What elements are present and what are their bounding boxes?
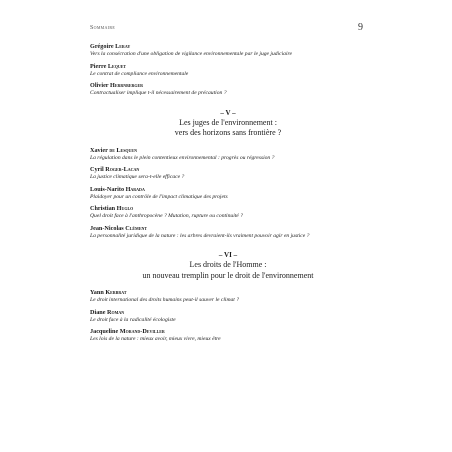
- entry-title: Les lois de la nature : mieux avoir, mieux vivre, mieux être: [90, 336, 221, 342]
- author-surname: Roman: [107, 308, 125, 316]
- author-first-name: Louis-Narito: [90, 185, 125, 193]
- entry-title: Plaidoyer pour un contrôle de l'impact climatique des projets: [90, 193, 228, 200]
- toc-entry: [90, 224, 366, 241]
- toc-entry: [90, 165, 366, 182]
- toc-entry: [90, 81, 366, 98]
- entry-title: La régulation dans le plein contentieux environnemental : progrès ou régression ?: [90, 154, 275, 161]
- entry-title: Quel droit face à l'anthropocène ? Mutation, rupture ou continuité ?: [90, 213, 243, 219]
- author-surname: Herrnberger: [110, 82, 144, 89]
- toc-entry: [90, 308, 366, 325]
- author-first-name: Grégoire: [90, 43, 114, 50]
- author-first-name: Diane: [90, 308, 106, 316]
- entry-author: [90, 204, 366, 213]
- entry-title: La personnalité juridique de la nature : les arbres devraient-ils vraiment pouvoir agir en justice ?: [90, 232, 310, 239]
- section-heading: [90, 250, 366, 281]
- entry-author: [90, 224, 366, 233]
- table-of-contents: [90, 42, 366, 347]
- author-surname: Clément: [125, 224, 148, 232]
- section-number: – V –: [220, 108, 236, 117]
- author-first-name: Yann: [90, 289, 104, 296]
- author-first-name: Pierre: [90, 62, 107, 70]
- entry-author: [90, 165, 366, 174]
- entry-author: [90, 308, 366, 317]
- author-first-name: Xavier: [90, 146, 108, 154]
- toc-entry: [90, 185, 366, 202]
- author-first-name: Jean-Nicolas: [90, 224, 124, 232]
- entry-author: [90, 62, 366, 71]
- entry-author: [90, 42, 366, 51]
- toc-entry: [90, 146, 366, 163]
- section-title-line: un nouveau tremplin pour le droit de l'environnement: [142, 270, 314, 280]
- entry-author: [90, 81, 366, 90]
- author-first-name: Cyril: [90, 166, 104, 173]
- entry-author: [90, 327, 366, 336]
- entry-title: Vers la consécration d'une obligation de vigilance environnementale par le juge judiciaire: [90, 51, 292, 57]
- running-title: Sommaire: [90, 25, 116, 31]
- toc-entry: [90, 42, 366, 59]
- entry-title: Le contrat de compliance environnementale: [90, 70, 189, 77]
- author-surname: Roger-Lacan: [105, 166, 140, 173]
- toc-entry: [90, 62, 366, 79]
- author-surname: de Lesquen: [109, 146, 137, 154]
- entry-title: Le droit face à la radicalité écologiste: [90, 316, 176, 323]
- section-heading: [90, 108, 366, 139]
- toc-entry: [90, 288, 366, 305]
- author-first-name: Jacqueline: [90, 328, 119, 335]
- section-title-line: vers des horizons sans frontière ?: [174, 128, 282, 137]
- author-surname: Morand-Deviller: [119, 328, 165, 335]
- entry-author: [90, 288, 366, 297]
- entry-title: La justice climatique sera-t-elle efficace ?: [90, 174, 185, 180]
- entry-author: [90, 146, 366, 155]
- toc-entry: [90, 204, 366, 221]
- author-first-name: Olivier: [90, 82, 109, 89]
- page-number: 9: [358, 22, 363, 33]
- entry-title: Contractualiser implique t-il nécessairement de précaution ?: [90, 90, 227, 96]
- section-title-line: Les juges de l'environnement :: [179, 117, 277, 127]
- author-first-name: Christian: [90, 205, 116, 212]
- entry-author: [90, 185, 366, 194]
- author-surname: Leray: [115, 43, 131, 50]
- author-surname: Huglo: [116, 205, 134, 212]
- author-surname: Lequet: [107, 62, 127, 70]
- author-surname: Harada: [125, 185, 145, 193]
- author-surname: Kerbrat: [105, 289, 127, 296]
- section-title-line: Les droits de l'Homme :: [189, 260, 267, 269]
- section-number: – VI –: [218, 251, 238, 259]
- toc-entry: [90, 327, 366, 344]
- entry-title: Le droit international des droits humains peut-il sauver le climat ?: [90, 297, 240, 303]
